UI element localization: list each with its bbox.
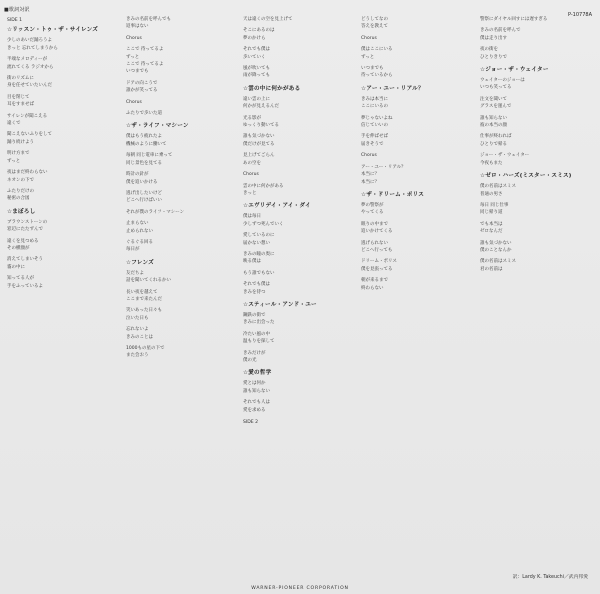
lyric-line: 手をふっているよ xyxy=(7,283,43,289)
song-title: ☆ザ・ライフ・マシーン xyxy=(126,123,189,130)
song-block xyxy=(7,208,121,290)
lyric-line: ここで 待ってるよ xyxy=(126,47,164,53)
lyric-line: きみは本当に xyxy=(361,96,388,102)
lyric-line: そこにあるのは xyxy=(243,28,275,34)
lyric-line: どこへ行けばいい xyxy=(126,198,162,204)
lyrics-column-2 xyxy=(126,16,240,365)
lyric-line: 毎日が xyxy=(126,247,140,253)
lyric-line: 見上げてごらん xyxy=(243,153,275,159)
lyric-line: 泣いた日も xyxy=(126,315,149,321)
lyric-line: Chorus xyxy=(243,172,259,178)
lyric-line: ここにいるの xyxy=(361,104,388,110)
lyric-line: いつまでも xyxy=(361,66,384,72)
lyric-line: 君の名前は xyxy=(480,266,503,272)
lyric-line: 夢じゃないよね xyxy=(361,115,393,121)
lyric-line: ここまで来たんだ xyxy=(126,296,162,302)
lyric-line: 遠い雲の上に xyxy=(243,96,270,102)
lyric-line: 僕はここにいる xyxy=(361,47,393,53)
lyric-line: ゼロなんだ xyxy=(480,229,503,235)
lyric-line: 僕のことなんか xyxy=(480,247,512,253)
column-songs xyxy=(7,26,121,290)
song-block xyxy=(243,369,357,414)
lyric-line: 忘れないよ xyxy=(126,327,149,333)
lyric-line: 街のリズムに xyxy=(7,76,34,82)
song-title: ☆ザ・ドリーム・ポリス xyxy=(361,191,425,198)
lyric-line: ぐるぐる回る xyxy=(126,239,153,245)
song-block xyxy=(126,259,240,360)
lyric-line: 温もりを探して xyxy=(243,339,275,345)
lyric-line: 誰も知らない xyxy=(243,388,270,394)
lyric-line: 少しのあいだ踊ろうよ xyxy=(7,38,52,44)
lyric-line: ひとりで帰る xyxy=(480,141,507,147)
column-songs xyxy=(243,16,357,414)
header-left-mark: ■歌詞対訳 xyxy=(4,7,30,13)
lyric-line: Chorus xyxy=(126,35,142,41)
lyric-line: きみのことは xyxy=(126,334,153,340)
lyric-line: 手を伸ばせば xyxy=(361,134,388,140)
lyric-line: 本当に？ xyxy=(361,172,379,178)
lyric-line: 雨が降っても xyxy=(243,73,270,79)
publisher-footer: WARNER-PIONEER CORPORATION xyxy=(251,586,349,591)
lyric-line: 僕は毎日 xyxy=(243,214,261,220)
lyric-line: ドアの向こうで xyxy=(126,80,158,86)
lyric-line: きみだけが xyxy=(243,350,266,356)
lyric-line: 届かない想い xyxy=(243,240,270,246)
song-title: ☆エヴリデイ・アイ・ダイ xyxy=(243,203,311,210)
lyric-line: 半端なメロディーが xyxy=(7,57,48,63)
lyric-line: 夢の警察が xyxy=(361,202,384,208)
lyric-line: 僕の光 xyxy=(243,358,257,363)
song-title: ☆まぼろし xyxy=(7,208,36,215)
lyric-line: やってくる xyxy=(361,210,384,216)
lyric-line: 長い夜を越えて xyxy=(126,289,158,295)
song-title: ☆ジョー・ザ・ウェイター xyxy=(480,67,549,74)
lyric-line: 歩いていく xyxy=(243,54,266,60)
song-block xyxy=(361,191,475,292)
lyric-line: 届きそうで xyxy=(361,141,384,147)
lyric-line: 消えてしまいそう xyxy=(7,257,43,263)
lyric-line: 追いかけてくる xyxy=(361,229,393,235)
translator-credit: 訳：Lardy K. Takeuchi／武内邦愛 xyxy=(512,575,588,580)
lyric-line: 注文を聞いて xyxy=(480,96,507,102)
lyric-line: その横顔が xyxy=(7,245,30,251)
song-block xyxy=(361,16,475,80)
lyric-line: きっと xyxy=(243,190,257,196)
lyric-line: 聞こえないふりをして xyxy=(7,132,52,138)
lyric-line: 今夜もまた xyxy=(480,160,503,166)
lyric-line: きみの名前を呼んで xyxy=(480,28,521,34)
lyric-line: 映る僕は xyxy=(243,259,261,265)
lyric-line: 僕の名前はスミス xyxy=(480,184,516,190)
lyric-line: 友だちよ xyxy=(126,270,144,276)
lyric-line: 愛を求める xyxy=(243,407,266,413)
song-title: ☆雲の中に何かがある xyxy=(243,85,301,92)
lyric-line: 1000もの星の下で xyxy=(126,346,165,351)
lyric-line: 同じ帰り道 xyxy=(480,210,503,216)
lyric-line: 身を任せていたいんだ xyxy=(7,83,52,89)
column-songs xyxy=(361,16,475,292)
lyric-line: 霧の中に xyxy=(7,264,25,270)
lyric-line: ネオンの下で xyxy=(7,177,34,183)
lyric-line: 機械のように働いて xyxy=(126,141,167,147)
lyric-line: 夜の街を xyxy=(480,47,498,53)
song-block xyxy=(243,16,357,80)
lyric-line: でも本当は xyxy=(480,221,503,227)
lyric-line: 本当に？ xyxy=(361,179,379,185)
lyric-line: どこへ行っても xyxy=(361,247,393,253)
lyric-line: もう誰でもない xyxy=(243,270,275,276)
song-block xyxy=(243,202,357,296)
lyric-line: 話を聞いてくれるかい xyxy=(126,278,171,284)
lyric-line: 同じ景色を見てる xyxy=(126,160,162,166)
lyric-line: 誰も気づかない xyxy=(480,240,512,246)
lyric-line: 踊り続けよう xyxy=(7,139,34,145)
lyric-line: きみを待つ xyxy=(243,289,266,295)
lyric-line: ずっと xyxy=(7,158,21,164)
song-title: ☆愛の哲学 xyxy=(243,370,272,377)
lyric-line: 誰かが笑ってる xyxy=(126,88,158,94)
lyric-line: 朝が来るまで xyxy=(361,278,388,284)
lyric-line: それでも僕は xyxy=(243,282,270,288)
catalog-number: P-10778A xyxy=(567,12,592,18)
lyric-line: 愛しているのに xyxy=(243,233,275,239)
lyric-line: ずっと xyxy=(361,54,375,60)
lyric-line: 答えを教えて xyxy=(361,24,388,30)
song-block xyxy=(480,66,594,167)
lyric-line: 僕は走り出す xyxy=(480,35,507,41)
song-title: ☆スティール・アンド・ユー xyxy=(243,301,317,308)
lyric-line: 秘密の合図 xyxy=(7,196,30,202)
song-block xyxy=(480,16,594,61)
lyric-line: 眠りの中まで xyxy=(361,221,388,227)
lyric-line: Chorus xyxy=(126,99,142,105)
lyric-line: 信じていいの xyxy=(361,123,388,129)
lyric-line: 警察にダイヤル回すには遅すぎる xyxy=(480,17,548,22)
lyric-line: 目を閉じて xyxy=(7,94,30,100)
lyric-line: 終わらない xyxy=(361,285,384,291)
lyric-line: 愛とは何か xyxy=(243,381,266,387)
lyric-line: いつまでも xyxy=(126,69,149,75)
lyric-line: きっと 忘れてしまうから xyxy=(7,45,58,51)
lyric-line: 誰も気づかない xyxy=(243,134,275,140)
lyric-line: それでも僕は xyxy=(243,47,270,53)
song-title: ☆ゼロ・ハーズ(ミスター・スミス) xyxy=(480,173,572,180)
lyric-line: 逃げられない xyxy=(361,240,388,246)
lyric-line: それでも人は xyxy=(243,400,270,406)
lyric-line: ずっと xyxy=(126,54,140,60)
lyric-line: 遠くで xyxy=(7,121,21,127)
lyric-line: 時計の針が xyxy=(126,172,149,178)
lyric-line: いつも笑ってる xyxy=(480,85,512,91)
lyric-line: 流れてくる ラジオから xyxy=(7,64,54,70)
song-title: ☆アー・ユー・リアル？ xyxy=(361,85,424,92)
lyric-line: 毎朝 同じ電車に乗って xyxy=(126,153,173,159)
column-songs xyxy=(480,16,594,273)
lyric-line: グラスを運んで xyxy=(480,104,512,110)
lyrics-column-5 xyxy=(480,16,594,278)
song-block xyxy=(7,26,121,202)
lyric-line: ウェイターのジョーは xyxy=(480,78,525,84)
lyric-line: 僕の名前はスミス xyxy=(480,259,516,265)
lyric-line: 光る影が xyxy=(243,115,261,121)
lyric-line: どうしてなの xyxy=(361,17,388,22)
column-songs xyxy=(126,16,240,360)
song-block xyxy=(243,301,357,364)
lyric-line: あの空を xyxy=(243,160,261,166)
lyric-line: 待っているから xyxy=(361,73,393,79)
lyric-line: 僕を見張ってる xyxy=(361,266,393,272)
lyric-line: 知ってる人が xyxy=(7,276,34,282)
lyric-line: 冷たい風の中 xyxy=(243,331,270,337)
lyric-line: 返事はない xyxy=(126,24,149,30)
lyric-line: きみに出会った xyxy=(243,320,275,326)
lyrics-column-3 xyxy=(243,16,357,428)
lyric-line: また会おう xyxy=(126,353,149,359)
lyric-line: きみの瞳の奥に xyxy=(243,251,275,257)
lyric-line: 鋼鉄の街で xyxy=(243,312,266,318)
lyric-line: 誰も知らない xyxy=(480,115,507,121)
lyric-line: 止まらない xyxy=(126,221,149,227)
lyric-line: 何かが見えるんだ xyxy=(243,104,279,110)
lyric-line: 彼の本当の顔 xyxy=(480,123,507,129)
side-2-label: SIDE 2 xyxy=(243,420,259,426)
lyric-line: 僕を追いかける xyxy=(126,179,158,185)
song-title: ☆リッスン・トゥ・ザ・サイレンズ xyxy=(7,27,99,34)
lyric-line: ここで 待ってるよ xyxy=(126,62,164,68)
lyric-line: 僕はもう疲れたよ xyxy=(126,134,162,140)
song-block xyxy=(126,122,240,253)
lyrics-column-4 xyxy=(361,16,475,297)
lyric-line: ゆっくり動いてる xyxy=(243,123,279,129)
lyric-line: 明け方まで xyxy=(7,151,30,157)
lyric-line: Chorus xyxy=(361,153,377,159)
lyrics-column-1 xyxy=(7,16,121,295)
lyric-line: ブラウンストーンの xyxy=(7,219,48,225)
lyric-line: きみの名前を呼んでも xyxy=(126,17,171,22)
lyric-line: それが僕のライフ・マシーン xyxy=(126,209,185,215)
lyric-line: Chorus xyxy=(361,35,377,41)
lyric-line: 逃げ出したいけど xyxy=(126,190,162,196)
lyric-line: 笑いあった日々も xyxy=(126,308,162,314)
lyric-line: 止められない xyxy=(126,228,153,234)
lyric-line: 夜はまだ終わらない xyxy=(7,170,48,176)
lyric-line: 遠くを見つめる xyxy=(7,238,39,244)
lyric-line: サイレンが聞こえる xyxy=(7,113,48,119)
lyric-line: 風が吹いても xyxy=(243,66,270,72)
song-block xyxy=(480,172,594,273)
song-block xyxy=(243,85,357,197)
lyric-line: ふたりだけの xyxy=(7,188,34,194)
lyric-line: 耳をすませば xyxy=(7,102,34,108)
song-block xyxy=(126,16,240,117)
lyric-line: 毎日 同じ仕事 xyxy=(480,202,509,208)
song-block xyxy=(361,85,475,186)
lyric-line: ジョー・ザ・ウェイター xyxy=(480,153,530,159)
side-1-label: SIDE 1 xyxy=(7,18,23,23)
lyric-line: ひとりきりで xyxy=(480,54,507,60)
lyric-line: 普通の男さ xyxy=(480,191,503,197)
lyric-line: 少しずつ死んでいく xyxy=(243,221,284,227)
lyric-line: アー・ユー・リアル？ xyxy=(361,164,406,170)
lyric-line: 仕事が終われば xyxy=(480,134,512,140)
lyric-line: 僕だけが見てる xyxy=(243,141,275,147)
lyric-line: ドリーム・ポリス xyxy=(361,259,397,265)
lyric-line: 天は遠くの空を見上げて xyxy=(243,17,293,22)
lyric-line: 窓辺にたたずんで xyxy=(7,227,43,233)
song-title: ☆フレンズ xyxy=(126,259,154,266)
lyric-line: ふたりで歩いた道 xyxy=(126,111,162,117)
lyric-line: 夢のかけら xyxy=(243,35,266,41)
lyric-line: 雲の中に何かがある xyxy=(243,183,284,189)
